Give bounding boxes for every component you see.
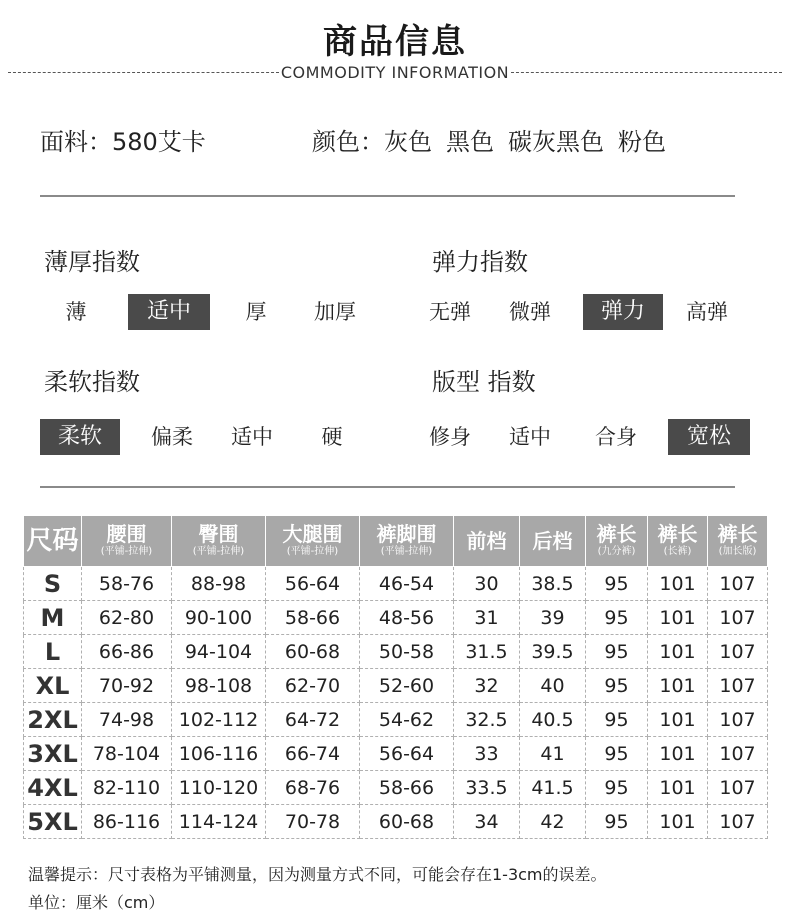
header-cell: 尺码 [24,516,82,567]
table-cell: 60-68 [266,635,360,669]
table-row [24,805,768,839]
table-cell: 107 [708,669,768,703]
table-cell: 107 [708,805,768,839]
table-cell: 114-124 [172,805,266,839]
elasticity-option-selected: 弹力 [583,294,663,330]
table-cell: 106-116 [172,737,266,771]
table-cell: 40 [520,669,586,703]
elasticity-option: 高弹 [686,300,728,324]
table-cell: 101 [648,771,708,805]
table-row [24,771,768,805]
table-cell: 102-112 [172,703,266,737]
table-cell: 101 [648,635,708,669]
table-cell: 107 [708,567,768,601]
softness-option: 硬 [321,425,343,449]
table-cell: 41 [520,737,586,771]
page-subtitle: COMMODITY INFORMATION [280,62,510,82]
size-label: L [24,635,82,669]
table-cell: 48-56 [360,601,454,635]
fit-option: 修身 [429,425,471,449]
table-cell: 41.5 [520,771,586,805]
table-cell: 46-54 [360,567,454,601]
softness-option: 适中 [231,425,273,449]
size-label: M [24,601,82,635]
thickness-option-selected: 适中 [128,294,210,330]
color-option: 粉色 [618,128,666,156]
table-cell: 101 [648,703,708,737]
table-cell: 56-64 [360,737,454,771]
size-table [23,515,768,839]
subtitle-row [8,62,782,82]
size-label: S [24,567,82,601]
table-cell: 33.5 [454,771,520,805]
header-cell: 臀围 (平铺-拉伸) [172,516,266,567]
header-cell: 后档 [520,516,586,567]
thickness-index-title: 薄厚指数 [44,248,140,276]
size-label: XL [24,669,82,703]
table-cell: 58-66 [360,771,454,805]
table-cell: 95 [586,567,648,601]
fabric-info: 面料：580艾卡 [40,128,206,156]
table-cell: 98-108 [172,669,266,703]
fit-option: 适中 [509,425,551,449]
table-cell: 62-80 [82,601,172,635]
header-cell: 前档 [454,516,520,567]
measurement-tip: 温馨提示：尺寸表格为平铺测量，因为测量方式不同，可能会存在1-3cm的误差。 [28,865,607,884]
table-row [24,635,768,669]
thickness-option: 薄 [65,300,87,324]
table-cell: 30 [454,567,520,601]
fit-option-selected: 宽松 [668,419,750,455]
table-cell: 95 [586,635,648,669]
table-cell: 50-58 [360,635,454,669]
table-cell: 58-76 [82,567,172,601]
table-cell: 68-76 [266,771,360,805]
dashed-divider-left [8,72,279,73]
color-label: 颜色： [312,128,384,156]
size-label: 3XL [24,737,82,771]
table-cell: 40.5 [520,703,586,737]
header-cell: 裤长 (加长版) [708,516,768,567]
elasticity-option: 微弹 [509,300,551,324]
unit-note: 单位：厘米（cm） [28,893,165,912]
table-cell: 39 [520,601,586,635]
table-cell: 107 [708,771,768,805]
table-row [24,703,768,737]
table-cell: 107 [708,703,768,737]
table-cell: 101 [648,737,708,771]
section-divider [40,195,735,197]
table-cell: 88-98 [172,567,266,601]
header-cell: 腰围 (平铺-拉伸) [82,516,172,567]
table-cell: 32 [454,669,520,703]
fit-option: 合身 [595,425,637,449]
table-cell: 42 [520,805,586,839]
table-cell: 107 [708,635,768,669]
softness-index-title: 柔软指数 [44,368,140,396]
table-cell: 39.5 [520,635,586,669]
table-cell: 95 [586,771,648,805]
table-row [24,669,768,703]
table-cell: 56-64 [266,567,360,601]
table-cell: 95 [586,601,648,635]
dashed-divider-right [511,72,782,73]
table-cell: 86-116 [82,805,172,839]
size-label: 5XL [24,805,82,839]
table-row [24,567,768,601]
table-cell: 82-110 [82,771,172,805]
table-cell: 31.5 [454,635,520,669]
thickness-option: 厚 [245,300,267,324]
table-cell: 66-74 [266,737,360,771]
table-cell: 64-72 [266,703,360,737]
table-cell: 62-70 [266,669,360,703]
color-info [312,122,666,157]
table-cell: 95 [586,805,648,839]
table-cell: 52-60 [360,669,454,703]
table-cell: 101 [648,669,708,703]
softness-option: 偏柔 [151,425,193,449]
table-cell: 101 [648,601,708,635]
table-cell: 54-62 [360,703,454,737]
size-label: 4XL [24,771,82,805]
table-cell: 31 [454,601,520,635]
table-cell: 110-120 [172,771,266,805]
section-divider [40,486,735,488]
table-cell: 70-78 [266,805,360,839]
page-title: 商品信息 [323,22,467,62]
table-cell: 58-66 [266,601,360,635]
elasticity-index-title: 弹力指数 [432,248,528,276]
table-row [24,737,768,771]
table-cell: 95 [586,669,648,703]
table-cell: 70-92 [82,669,172,703]
header-cell: 大腿围 (平铺-拉伸) [266,516,360,567]
thickness-option: 加厚 [314,300,356,324]
color-option: 碳灰黑色 [508,128,604,156]
table-cell: 66-86 [82,635,172,669]
header-cell: 裤长 (九分裤) [586,516,648,567]
table-cell: 33 [454,737,520,771]
table-cell: 95 [586,737,648,771]
table-cell: 74-98 [82,703,172,737]
table-cell: 101 [648,805,708,839]
table-cell: 107 [708,737,768,771]
table-cell: 101 [648,567,708,601]
fit-index-title: 版型 指数 [432,368,536,396]
table-cell: 94-104 [172,635,266,669]
header-cell: 裤脚围 (平铺-拉伸) [360,516,454,567]
table-cell: 60-68 [360,805,454,839]
color-option: 黑色 [446,128,494,156]
header-cell: 裤长 (长裤) [648,516,708,567]
color-option: 灰色 [384,128,432,156]
softness-option-selected: 柔软 [40,419,120,455]
table-cell: 90-100 [172,601,266,635]
elasticity-option: 无弹 [429,300,471,324]
table-cell: 32.5 [454,703,520,737]
table-cell: 34 [454,805,520,839]
table-cell: 95 [586,703,648,737]
size-label: 2XL [24,703,82,737]
table-row [24,601,768,635]
table-cell: 107 [708,601,768,635]
size-table-header-row [24,516,768,567]
table-cell: 78-104 [82,737,172,771]
table-cell: 38.5 [520,567,586,601]
